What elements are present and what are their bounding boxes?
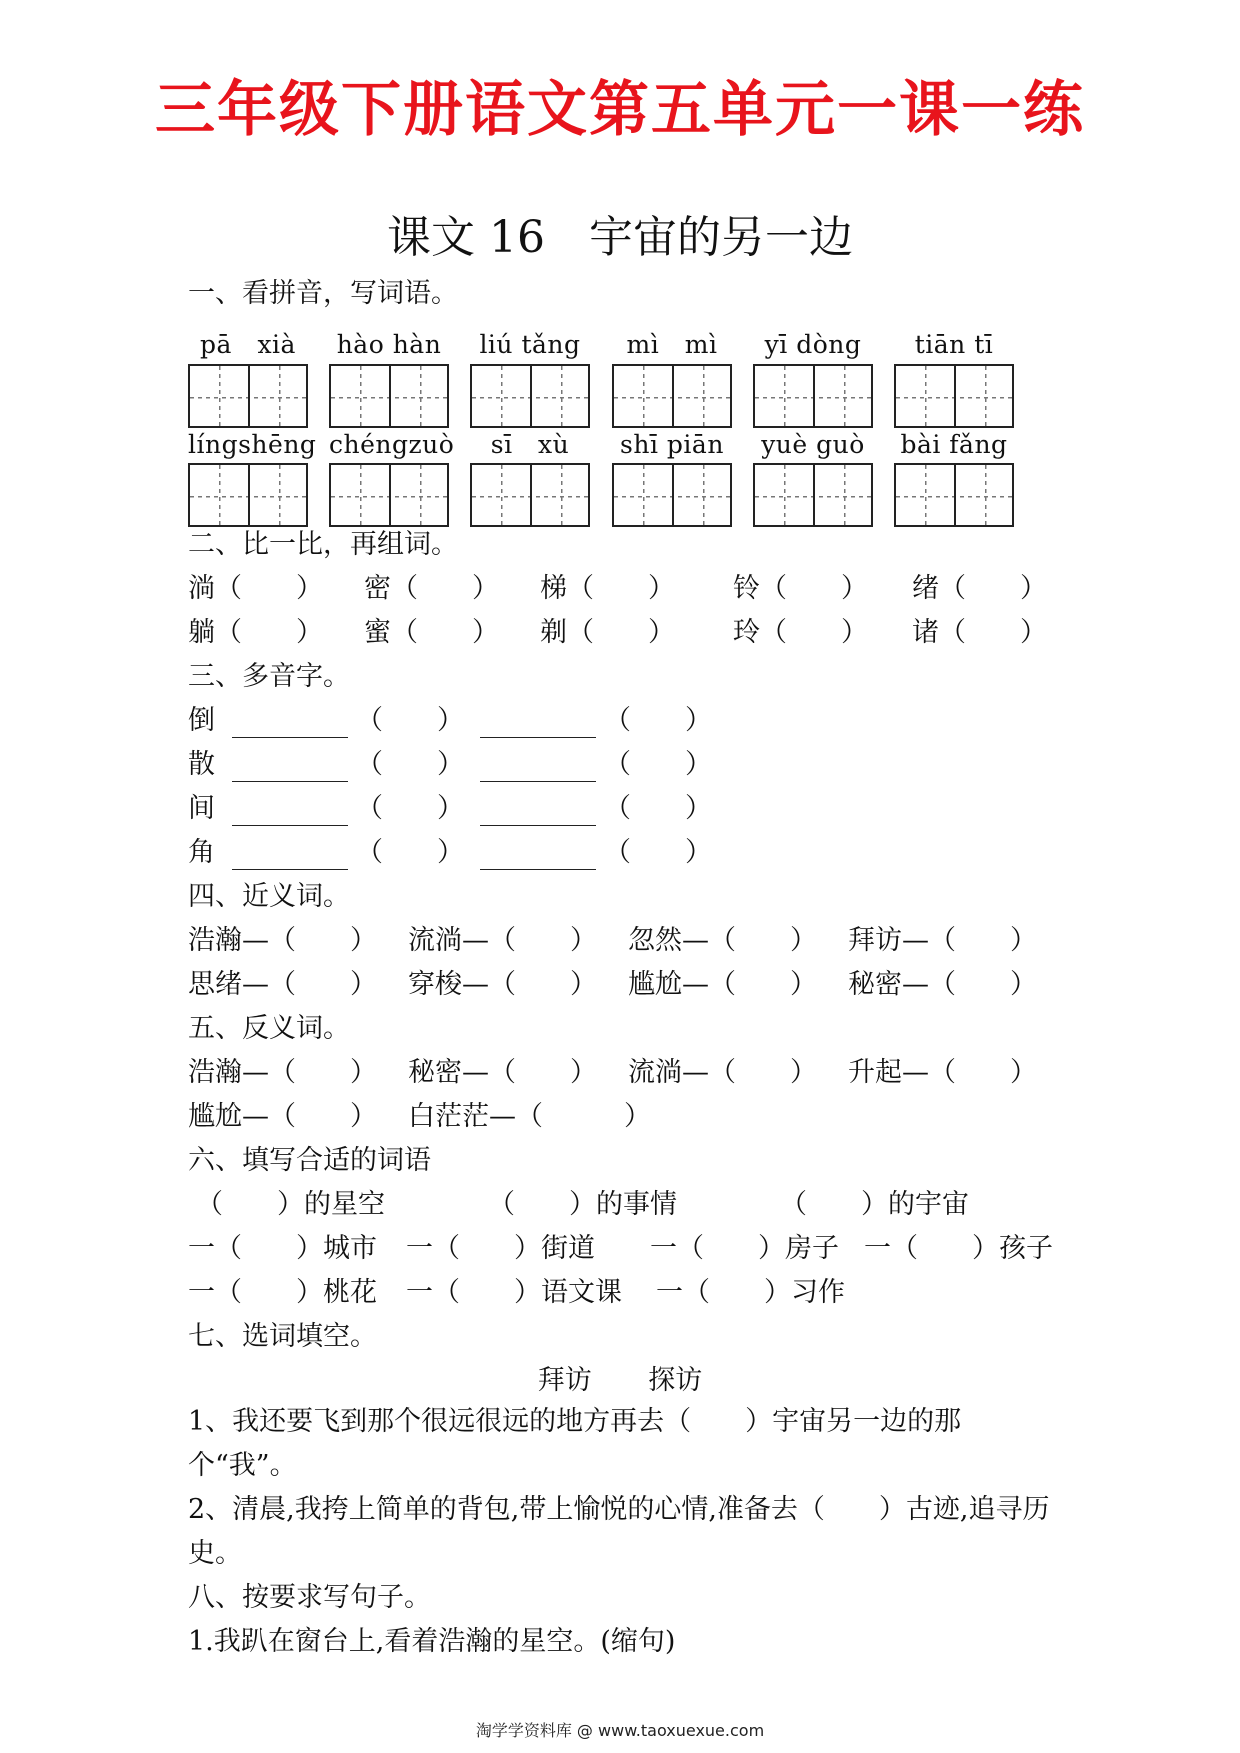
lesson-title: 课文 16 宇宙的另一边	[387, 212, 853, 263]
pinyin-paren: （ ）	[356, 705, 464, 736]
pinyin-label: chéngzuò	[329, 430, 455, 459]
fill-word-item: 一（ ）房子	[650, 1233, 839, 1264]
pinyin-paren: （ ）	[604, 705, 712, 736]
writing-grid-row-2	[188, 463, 1058, 527]
pinyin-paren: （ ）	[604, 749, 712, 780]
question-7-1: 1、我还要飞到那个很远很远的地方再去（ ）宇宙另一边的那个“我”。	[188, 1406, 962, 1481]
question-7-2: 2、清晨,我挎上简单的背包,带上愉悦的心情,准备去（ ）古迹,追寻历史。	[188, 1494, 1050, 1569]
fill-word-item: 一（ ）习作	[656, 1277, 845, 1308]
fill-words-row-3	[188, 1275, 1058, 1311]
answer-blank[interactable]	[232, 825, 348, 826]
pinyin-label: hào hàn	[336, 330, 442, 359]
pinyin-paren: （ ）	[604, 837, 712, 868]
section-6-title: 六、填写合适的词语	[188, 1145, 431, 1176]
writing-box[interactable]	[470, 463, 590, 527]
polyphone-row	[188, 747, 788, 783]
writing-box[interactable]	[188, 463, 308, 527]
pinyin-row-1	[188, 330, 1058, 360]
compare-item: 淌（ ）	[188, 573, 323, 604]
synonym-item: 流淌—（ ）	[408, 925, 597, 956]
polyphone-row	[188, 835, 788, 871]
pinyin-label: yī dòng	[764, 330, 862, 359]
answer-blank[interactable]	[232, 869, 348, 870]
fill-words-row-1	[188, 1187, 1058, 1223]
compare-item: 诸（ ）	[912, 617, 1047, 648]
synonym-item: 浩瀚—（ ）	[188, 925, 377, 956]
compare-item: 剃（ ）	[540, 617, 675, 648]
pinyin-label: língshēng	[188, 430, 317, 459]
answer-blank[interactable]	[480, 781, 596, 782]
compare-item: 蜜（ ）	[364, 617, 499, 648]
pinyin-label: liú tǎng	[479, 330, 581, 359]
fill-word-item: 一（ ）孩子	[864, 1233, 1053, 1264]
word-choices	[0, 1363, 1240, 1399]
synonym-row-2	[188, 967, 1058, 1003]
section-8-title: 八、按要求写句子。	[188, 1582, 431, 1613]
fill-word-item: （ ）的宇宙	[780, 1189, 969, 1220]
fill-word-item: （ ）的事情	[488, 1189, 677, 1220]
writing-box[interactable]	[612, 463, 732, 527]
compare-item: 梯（ ）	[540, 573, 675, 604]
pinyin-row-2	[188, 430, 1058, 460]
pinyin-label: sī xù	[490, 430, 570, 459]
synonym-item: 秘密—（ ）	[848, 969, 1037, 1000]
polyphone-char: 散	[188, 749, 215, 780]
pinyin-paren: （ ）	[356, 749, 464, 780]
fill-word-item: 一（ ）语文课	[406, 1277, 622, 1308]
antonym-item: 秘密—（ ）	[408, 1057, 597, 1088]
writing-box[interactable]	[753, 364, 873, 428]
word-choice: 探访	[648, 1365, 703, 1396]
antonym-item: 白茫茫—（ ）	[408, 1101, 651, 1132]
polyphone-row	[188, 703, 788, 739]
pinyin-label: bài fǎng	[900, 430, 1008, 459]
word-choice: 拜访	[537, 1365, 592, 1396]
writing-box[interactable]	[329, 463, 449, 527]
pinyin-label: shī piān	[620, 430, 724, 459]
synonym-item: 尴尬—（ ）	[628, 969, 817, 1000]
answer-blank[interactable]	[480, 869, 596, 870]
writing-box[interactable]	[188, 364, 308, 428]
antonym-row-1	[188, 1055, 1058, 1091]
footer-watermark: 淘学学资料库 @ www.taoxuexue.com	[475, 1721, 765, 1740]
fill-word-item: 一（ ）街道	[406, 1233, 595, 1264]
polyphone-row	[188, 791, 788, 827]
synonym-item: 思绪—（ ）	[188, 969, 377, 1000]
antonym-row-2	[188, 1099, 1058, 1135]
compare-row-1	[188, 571, 1058, 607]
synonym-item: 拜访—（ ）	[848, 925, 1037, 956]
question-8-1: 1.我趴在窗台上,看着浩瀚的星空。(缩句)	[188, 1626, 676, 1657]
writing-box[interactable]	[329, 364, 449, 428]
pinyin-label: yuè guò	[761, 430, 865, 459]
pinyin-label: mì mì	[626, 330, 718, 359]
compare-item: 密（ ）	[364, 573, 499, 604]
section-4-title: 四、近义词。	[188, 881, 350, 912]
compare-item: 绪（ ）	[912, 573, 1047, 604]
fill-word-item: （ ）的星空	[196, 1189, 385, 1220]
antonym-item: 浩瀚—（ ）	[188, 1057, 377, 1088]
writing-box[interactable]	[753, 463, 873, 527]
pinyin-paren: （ ）	[356, 793, 464, 824]
answer-blank[interactable]	[232, 737, 348, 738]
synonym-row-1	[188, 923, 1058, 959]
pinyin-label: tiān tī	[914, 330, 994, 359]
answer-blank[interactable]	[232, 781, 348, 782]
antonym-item: 升起—（ ）	[848, 1057, 1037, 1088]
writing-box[interactable]	[612, 364, 732, 428]
pinyin-label: pā xià	[200, 330, 296, 359]
fill-word-item: 一（ ）桃花	[188, 1277, 377, 1308]
section-2-title: 二、比一比，再组词。	[188, 529, 458, 560]
answer-blank[interactable]	[480, 737, 596, 738]
writing-box[interactable]	[894, 364, 1014, 428]
page-title: 三年级下册语文第五单元一课一练	[155, 75, 1085, 145]
antonym-item: 流淌—（ ）	[628, 1057, 817, 1088]
polyphone-char: 倒	[188, 705, 215, 736]
section-1-title: 一、看拼音，写词语。	[188, 278, 458, 309]
polyphone-char: 角	[188, 837, 215, 868]
section-5-title: 五、反义词。	[188, 1013, 350, 1044]
compare-item: 玲（ ）	[733, 617, 868, 648]
answer-blank[interactable]	[480, 825, 596, 826]
antonym-item: 尴尬—（ ）	[188, 1101, 377, 1132]
writing-box[interactable]	[470, 364, 590, 428]
polyphone-char: 间	[188, 793, 215, 824]
synonym-item: 忽然—（ ）	[628, 925, 817, 956]
fill-words-row-2	[188, 1231, 1058, 1267]
compare-row-2	[188, 615, 1058, 651]
compare-item: 铃（ ）	[733, 573, 868, 604]
section-7-title: 七、选词填空。	[188, 1321, 377, 1352]
pinyin-paren: （ ）	[356, 837, 464, 868]
writing-grid-row-1	[188, 364, 1058, 428]
synonym-item: 穿梭—（ ）	[408, 969, 597, 1000]
fill-word-item: 一（ ）城市	[188, 1233, 377, 1264]
pinyin-paren: （ ）	[604, 793, 712, 824]
writing-box[interactable]	[894, 463, 1014, 527]
section-3-title: 三、多音字。	[188, 661, 350, 692]
compare-item: 躺（ ）	[188, 617, 323, 648]
